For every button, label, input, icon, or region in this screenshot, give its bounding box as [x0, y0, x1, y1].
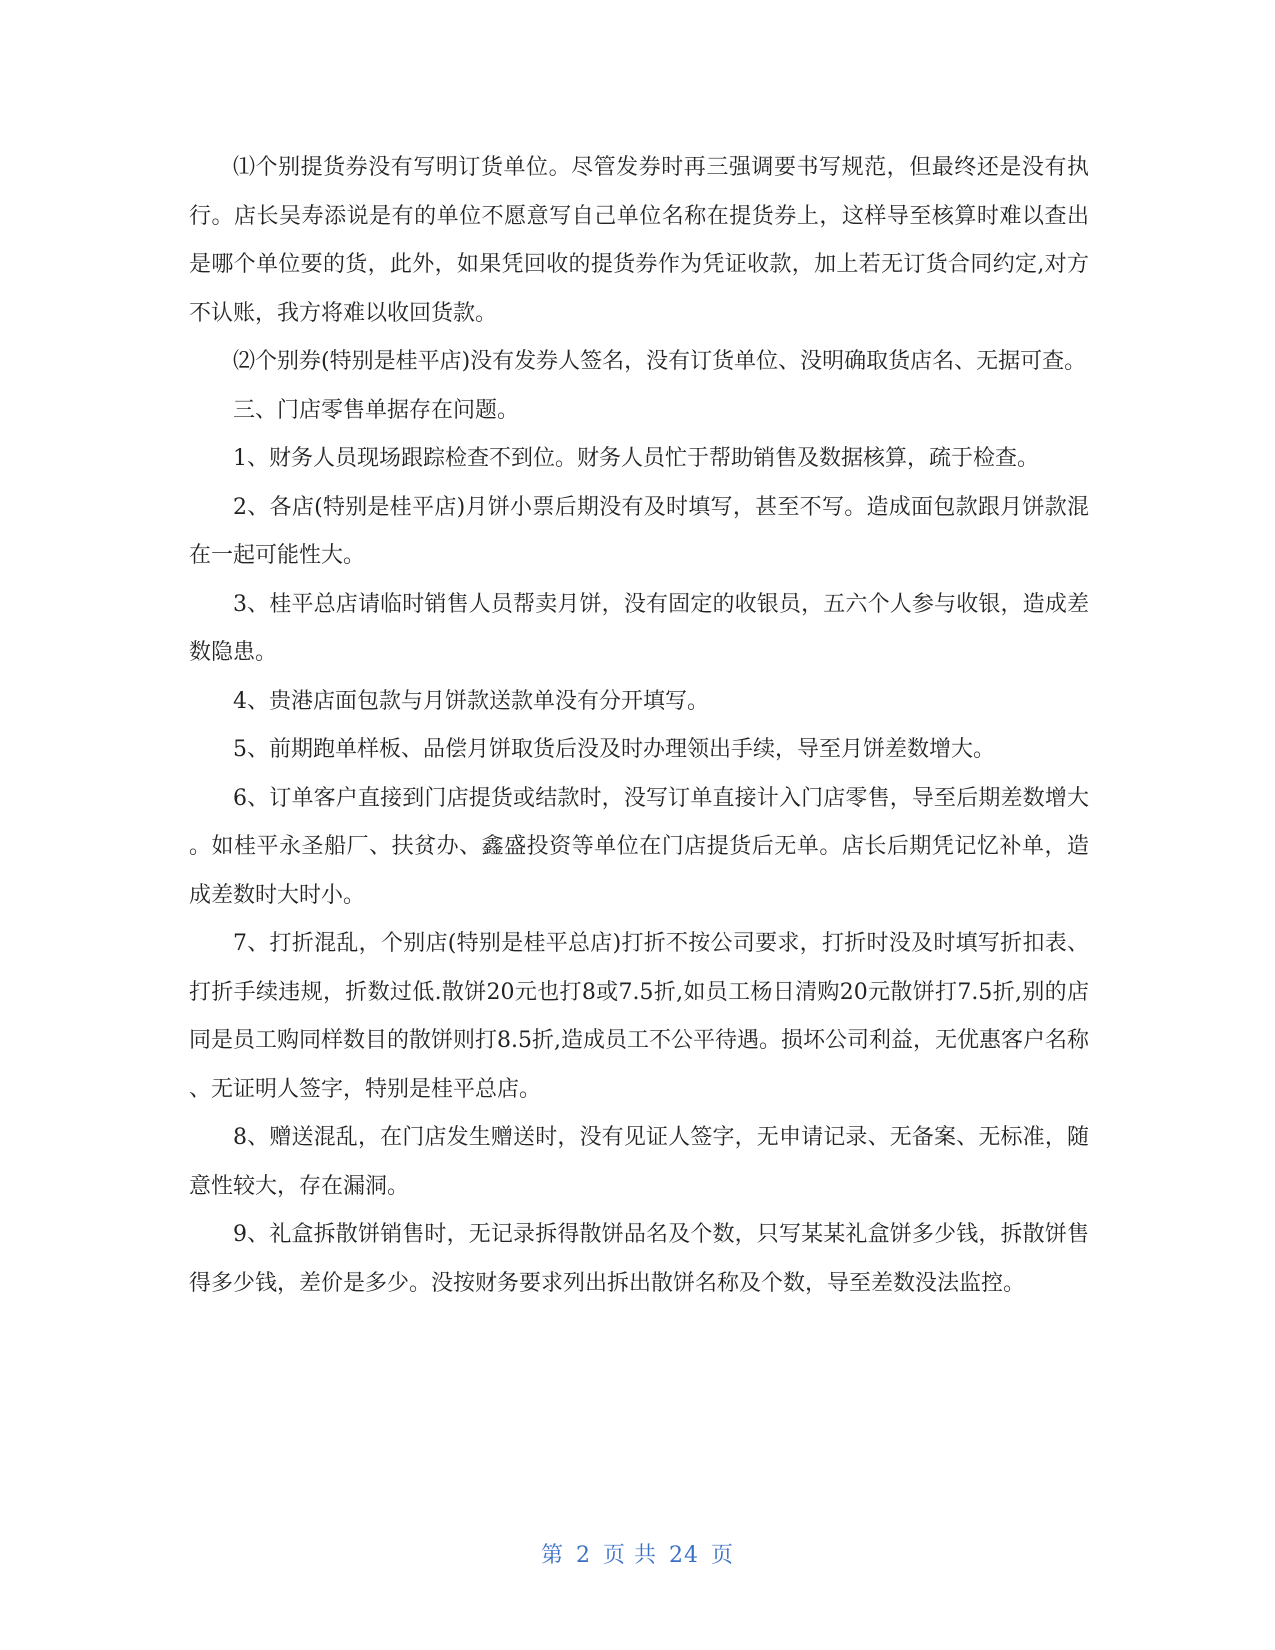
paragraph-item-6: 6、订单客户直接到门店提货或结款时，没写订单直接计入门店零售，导至后期差数增大。如桂平永圣船厂、扶贫办、鑫盛投资等单位在门店提货后无单。店长后期凭记忆补单，造成差数时大时小。 [189, 785, 1089, 908]
paragraph-item-8: 8、赠送混乱，在门店发生赠送时，没有见证人签字，无申请记录、无备案、无标准，随意性较大，存在漏洞。 [189, 1125, 1089, 1199]
paragraph-1: ⑴个别提货券没有写明订货单位。尽管发券时再三强调要书写规范，但最终还是没有执行。店长吴寿添说是有的单位不愿意写自己单位名称在提货券上，这样导至核算时难以查出是哪个单位要的货，此外，如果凭回收的提货券作为凭证收款，加上若无订货合同约定,对方不认账，我方将难以收回货款。 [189, 155, 1089, 326]
section-heading: 三、门店零售单据存在问题。 [233, 397, 520, 423]
footer-prefix: 第 [540, 1543, 564, 1568]
paragraph-item-5: 5、前期跑单样板、品偿月饼取货后没及时办理领出手续，导至月饼差数增大。 [233, 737, 995, 762]
document-body [189, 144, 1089, 1308]
paragraph-item-1: 1、财务人员现场跟踪检查不到位。财务人员忙于帮助销售及数据核算，疏于检查。 [233, 446, 1039, 471]
paragraph-item-7: 7、打折混乱，个别店(特别是桂平总店)打折不按公司要求，打折时没及时填写折扣表、打折手续违规，折数过低.散饼20元也打8或7.5折,如员工杨日清购20元散饼打7.5折,别的店同是员工购同样数目的散饼则打8.5折,造成员工不公平待遇。损坏公司利益，无优惠客户名称、无证明人签字，特别是桂平总店。 [189, 931, 1089, 1102]
footer-current-page: 2 [576, 1543, 591, 1568]
paragraph-item-2: 2、各店(特别是桂平店)月饼小票后期没有及时填写，甚至不写。造成面包款跟月饼款混在一起可能性大。 [189, 494, 1089, 568]
footer-middle: 页 共 [603, 1543, 657, 1568]
paragraph-2: ⑵个别券(特别是桂平店)没有发券人签名，没有订货单位、没明确取货店名、无据可查。 [233, 349, 1087, 374]
paragraph-item-9: 9、礼盒拆散饼销售时，无记录拆得散饼品名及个数，只写某某礼盒饼多少钱，拆散饼售得多少钱，差价是多少。没按财务要求列出拆出散饼名称及个数，导至差数没法监控。 [189, 1222, 1089, 1296]
page-footer [0, 1538, 1275, 1569]
footer-suffix: 页 [711, 1543, 735, 1568]
paragraph-item-3: 3、桂平总店请临时销售人员帮卖月饼，没有固定的收银员，五六个人参与收银，造成差数隐患。 [189, 591, 1089, 665]
footer-total-pages: 24 [669, 1543, 699, 1568]
paragraph-item-4: 4、贵港店面包款与月饼款送款单没有分开填写。 [233, 688, 709, 714]
